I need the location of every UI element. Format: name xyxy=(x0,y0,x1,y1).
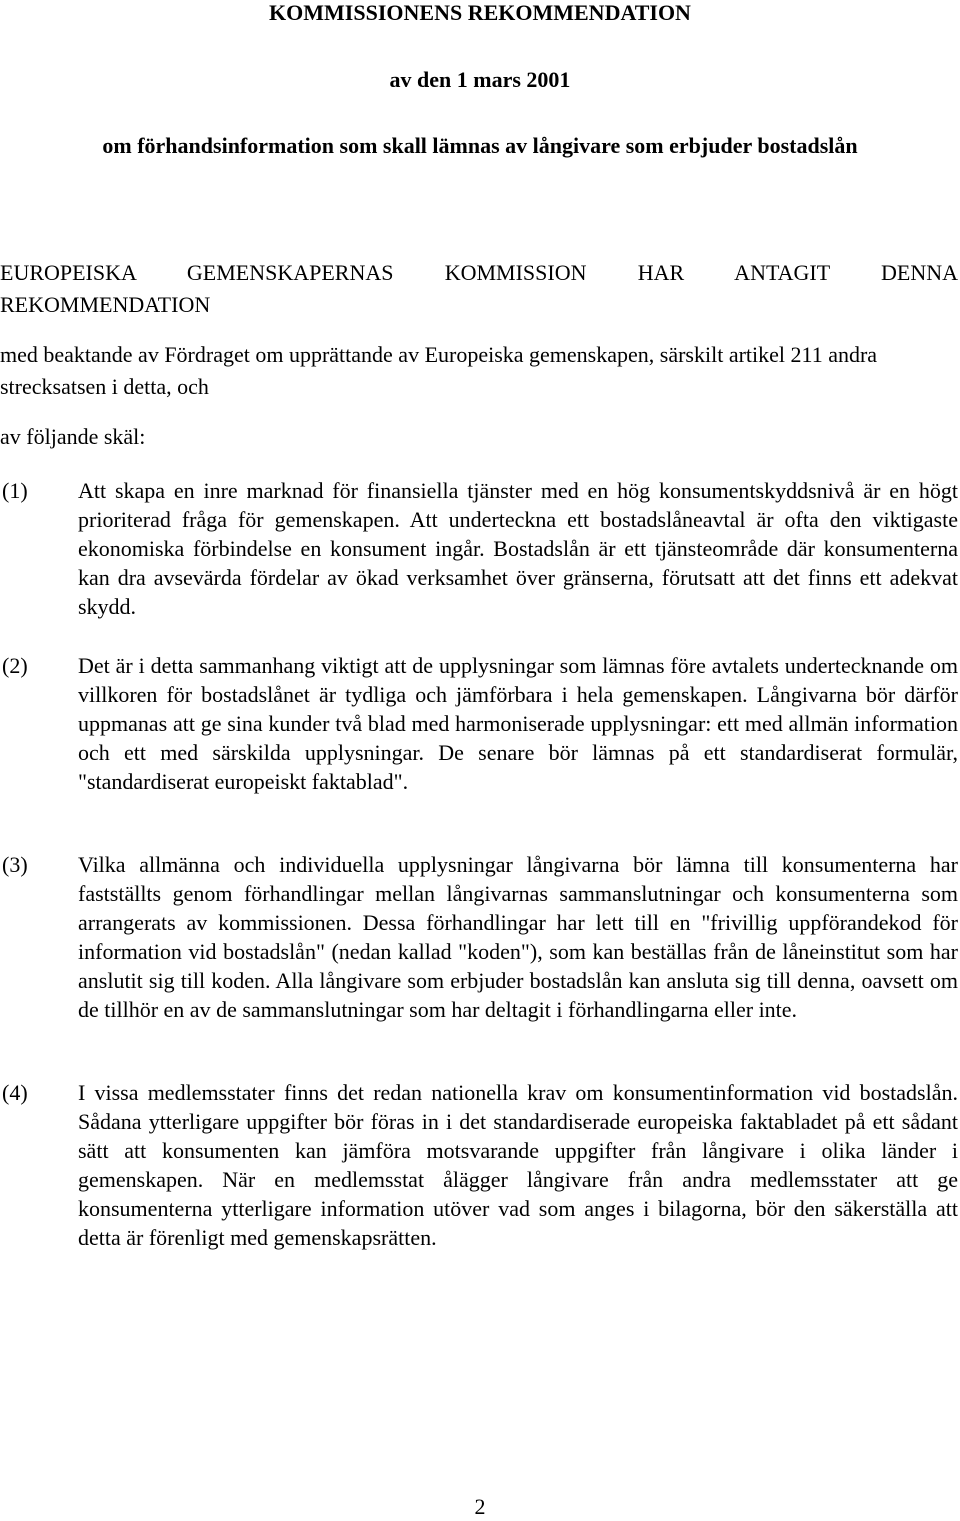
recital-text: Det är i detta sammanhang viktigt att de upplysningar som lämnas före avtalets undertecknande om villkoren för bostadslånet är tydliga och jämförbara i hela gemenskapen. Långivarna bör därför uppmanas att ge sina kunder två blad med harmoniserade upplysningar: ett med allmän information och ett med särskilda upplysningar. De senare bör lämnas på ett standardiserat formulär, "standardiserat europeiskt faktablad". xyxy=(78,653,958,794)
document-title: KOMMISSIONENS REKOMMENDATION xyxy=(269,0,691,25)
recital-3 xyxy=(0,850,958,1024)
recital-text: Att skapa en inre marknad för finansiella tjänster med en hög konsumentskyddsnivå är en högt prioriterad fråga för gemenskapen. Att underteckna ett bostadslåneavtal är ofta den viktigaste ekonomiska förbindelse en konsument ingår. Bostadslån är ett tjänsteområde där konsumenterna kan dra avsevärda fördelar av ökad verksamhet över gränserna, förutsatt att det finns ett adekvat skydd. xyxy=(78,478,958,619)
recital-text: I vissa medlemsstater finns det redan nationella krav om konsumentinformation vid bostadslån. Sådana ytterligare uppgifter bör föras in i det standardiserade europeiska faktabladet på ett sådant sätt att konsumenten kan jämföra motsvarande uppgifter från långivare i olika länder i gemenskapen. När en medlemsstat ålägger långivare från andra medlemsstater att ge konsumenterna ytterligare information utöver vad som anges i bilagorna, bör den säkerställa att detta är förenligt med gemenskapsrätten. xyxy=(78,1080,958,1250)
recital-1 xyxy=(0,476,958,621)
recital-4 xyxy=(0,1078,958,1252)
recital-number: (4) xyxy=(2,1080,28,1105)
recital-number: (3) xyxy=(2,852,28,877)
recital-2 xyxy=(0,651,958,796)
adoption-statement xyxy=(0,257,958,321)
whereas-clause: av följande skäl: xyxy=(0,424,146,449)
document-subject: om förhandsinformation som skall lämnas av långivare som erbjuder bostadslån xyxy=(102,133,858,158)
recital-text: Vilka allmänna och individuella upplysningar långivarna bör lämna till konsumenterna har fastställts genom förhandlingar mellan långivarnas sammanslutningar och konsumenterna som arrangerats av kommissionen. Dessa förhandlingar har lett till en "frivillig uppförandekod för information vid bostadslån" (nedan kallad "koden"), som kan beställas från de låneinstitut som har anslutit sig till koden. Alla långivare som erbjuder bostadslån kan ansluta sig till denna, oavsett om de tillhör en av de sammanslutningar som har deltagit i förhandlingarna eller inte. xyxy=(78,852,958,1022)
having-regard-clause: med beaktande av Fördraget om upprättande av Europeiska gemenskapen, särskilt artikel 211 andra strecksatsen i detta, och xyxy=(0,342,878,399)
recital-number: (1) xyxy=(2,478,28,503)
adoption-statement-line-1: EUROPEISKA GEMENSKAPERNAS KOMMISSION HAR ANTAGIT DENNA xyxy=(0,260,958,285)
recital-number: (2) xyxy=(2,653,28,678)
adoption-statement-line-2: REKOMMENDATION xyxy=(0,292,211,317)
document-date: av den 1 mars 2001 xyxy=(389,67,571,92)
page-number: 2 xyxy=(474,1494,486,1519)
